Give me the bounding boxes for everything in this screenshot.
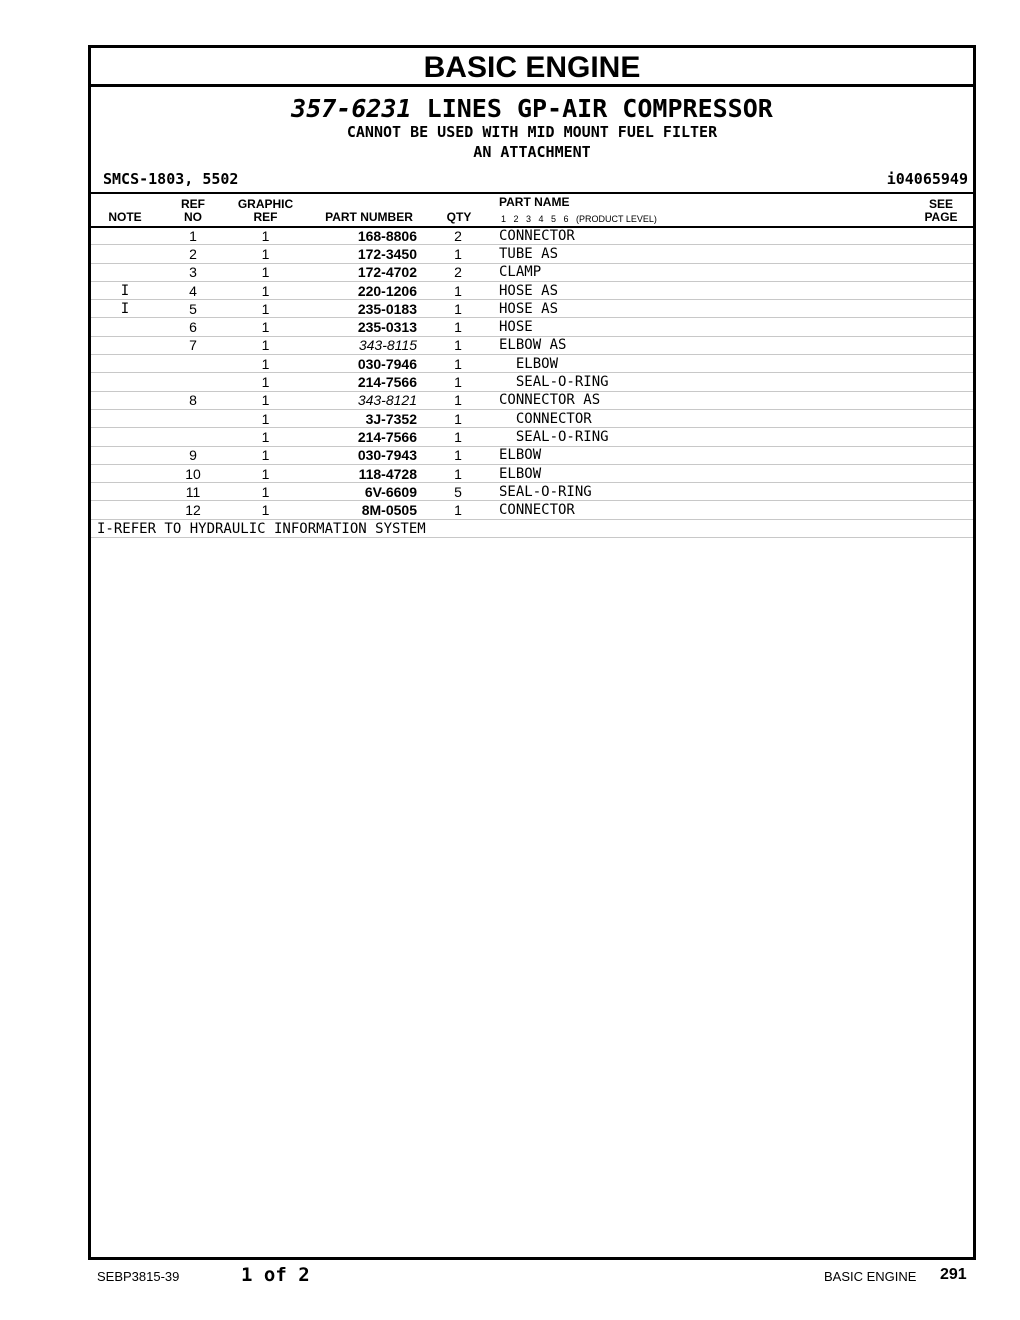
part-name-cell: ELBOW (499, 355, 913, 373)
ref-no-cell: 12 (159, 501, 227, 519)
see-page-cell (913, 373, 973, 391)
qty-cell: 1 (417, 373, 499, 391)
qty-cell: 2 (417, 227, 499, 245)
part-name-cell: HOSE AS (499, 281, 913, 299)
ref-no-cell: 7 (159, 336, 227, 354)
graphic-ref-cell: 1 (227, 263, 304, 281)
footer-page-number: 291 (940, 1266, 967, 1283)
table-row (91, 227, 973, 245)
note-cell (91, 318, 159, 336)
table-row (91, 336, 973, 354)
section-title: BASIC ENGINE (91, 48, 973, 87)
ref-no-cell: 4 (159, 281, 227, 299)
col-header-ref-bottom: NO (184, 210, 202, 224)
ref-no-cell: 1 (159, 227, 227, 245)
part-name-cell: SEAL-O-RING (499, 483, 913, 501)
table-row (91, 483, 973, 501)
table-row (91, 501, 973, 519)
see-page-cell (913, 263, 973, 281)
group-note-line-1: CANNOT BE USED WITH MID MOUNT FUEL FILTER (346, 123, 718, 141)
part-number-cell: 6V-6609 (304, 483, 417, 501)
table-row (91, 355, 973, 373)
graphic-ref-cell: 1 (227, 409, 304, 427)
footer-document-number: SEBP3815-39 (97, 1269, 180, 1284)
group-note-line-2: AN ATTACHMENT (473, 143, 591, 161)
see-page-cell (913, 227, 973, 245)
part-number-cell: 214-7566 (304, 428, 417, 446)
part-number-cell: 172-3450 (304, 245, 417, 263)
qty-cell: 1 (417, 391, 499, 409)
ref-no-cell: 2 (159, 245, 227, 263)
see-page-cell (913, 318, 973, 336)
table-row (91, 373, 973, 391)
table-row (91, 281, 973, 299)
graphic-ref-cell: 1 (227, 227, 304, 245)
table-row (91, 391, 973, 409)
graphic-ref-cell: 1 (227, 464, 304, 482)
note-cell (91, 355, 159, 373)
page-frame (88, 45, 976, 1260)
qty-cell: 1 (417, 318, 499, 336)
part-name-cell: CONNECTOR AS (499, 391, 913, 409)
see-page-cell (913, 245, 973, 263)
table-row (91, 464, 973, 482)
note-cell (91, 428, 159, 446)
part-name-cell: CONNECTOR (499, 409, 913, 427)
part-name-cell: ELBOW (499, 446, 913, 464)
col-header-ref (159, 198, 227, 224)
see-page-cell (913, 391, 973, 409)
note-cell (91, 227, 159, 245)
see-page-cell (913, 428, 973, 446)
part-number-cell: 343-8121 (304, 391, 417, 409)
part-name-cell: SEAL-O-RING (499, 373, 913, 391)
table-row (91, 446, 973, 464)
part-number-cell: 3J-7352 (304, 409, 417, 427)
qty-cell: 1 (417, 409, 499, 427)
table-row (91, 318, 973, 336)
illustration-id: i04065949 (886, 170, 968, 188)
qty-cell: 1 (417, 501, 499, 519)
note-cell (91, 464, 159, 482)
graphic-ref-cell: 1 (227, 428, 304, 446)
see-page-cell (913, 446, 973, 464)
graphic-ref-cell: 1 (227, 483, 304, 501)
qty-cell: 1 (417, 336, 499, 354)
graphic-ref-cell: 1 (227, 501, 304, 519)
graphic-ref-cell: 1 (227, 245, 304, 263)
graphic-ref-cell: 1 (227, 300, 304, 318)
part-number-cell: 030-7946 (304, 355, 417, 373)
part-name-cell: CONNECTOR (499, 501, 913, 519)
qty-cell: 1 (417, 355, 499, 373)
col-header-qty: QTY (446, 210, 472, 224)
note-cell: I (91, 281, 159, 299)
part-number-cell: 214-7566 (304, 373, 417, 391)
qty-cell: 1 (417, 428, 499, 446)
ref-no-cell: 10 (159, 464, 227, 482)
col-header-graphic-top: GRAPHIC (237, 197, 294, 211)
table-row (91, 245, 973, 263)
ref-no-cell: 6 (159, 318, 227, 336)
qty-cell: 1 (417, 446, 499, 464)
part-name-cell: CONNECTOR (499, 227, 913, 245)
see-page-cell (913, 336, 973, 354)
graphic-ref-cell: 1 (227, 391, 304, 409)
graphic-ref-cell: 1 (227, 446, 304, 464)
ref-no-cell: 5 (159, 300, 227, 318)
part-name-cell: TUBE AS (499, 245, 913, 263)
see-page-cell (913, 409, 973, 427)
part-name-cell: ELBOW AS (499, 336, 913, 354)
table-row (91, 300, 973, 318)
note-cell (91, 245, 159, 263)
ref-no-cell (159, 355, 227, 373)
see-page-cell (913, 501, 973, 519)
qty-cell: 1 (417, 245, 499, 263)
footnote: I-REFER TO HYDRAULIC INFORMATION SYSTEM (97, 521, 426, 537)
note-cell (91, 263, 159, 281)
parts-table-body (91, 227, 973, 519)
part-number-cell: 168-8806 (304, 227, 417, 245)
col-header-part-name: PART NAME (499, 195, 570, 209)
footnote-rule (91, 537, 973, 538)
graphic-ref-cell: 1 (227, 355, 304, 373)
note-cell (91, 501, 159, 519)
group-title (91, 94, 973, 123)
see-page-cell (913, 355, 973, 373)
col-header-note: NOTE (108, 210, 142, 224)
product-level-labels: 1 2 3 4 5 6 (PRODUCT LEVEL) (501, 214, 657, 224)
col-header-graphic (227, 198, 304, 224)
header-top-rule (91, 192, 973, 194)
part-number-cell: 343-8115 (304, 336, 417, 354)
part-name-cell: ELBOW (499, 464, 913, 482)
part-number-cell: 030-7943 (304, 446, 417, 464)
note-cell (91, 336, 159, 354)
part-name-cell: HOSE (499, 318, 913, 336)
ref-no-cell: 3 (159, 263, 227, 281)
note-cell (91, 373, 159, 391)
part-name-cell: CLAMP (499, 263, 913, 281)
note-cell (91, 446, 159, 464)
table-row (91, 428, 973, 446)
graphic-ref-cell: 1 (227, 336, 304, 354)
part-number-cell: 8M-0505 (304, 501, 417, 519)
graphic-ref-cell: 1 (227, 281, 304, 299)
qty-cell: 1 (417, 464, 499, 482)
see-page-cell (913, 281, 973, 299)
see-page-cell (913, 464, 973, 482)
col-header-graphic-bottom: REF (253, 210, 278, 224)
part-number-cell: 235-0183 (304, 300, 417, 318)
part-name-cell: SEAL-O-RING (499, 428, 913, 446)
part-number-cell: 172-4702 (304, 263, 417, 281)
col-header-part-number: PART NUMBER (325, 210, 413, 224)
note-cell (91, 391, 159, 409)
qty-cell: 1 (417, 281, 499, 299)
col-header-see-page (911, 198, 971, 224)
note-cell: I (91, 300, 159, 318)
graphic-ref-cell: 1 (227, 373, 304, 391)
group-number: 357-6231 (291, 94, 412, 123)
ref-no-cell: 9 (159, 446, 227, 464)
see-page-cell (913, 483, 973, 501)
parts-table (91, 227, 973, 520)
col-header-see-top: SEE (928, 197, 953, 211)
group-name: LINES GP-AIR COMPRESSOR (426, 94, 773, 123)
note-cell (91, 483, 159, 501)
ref-no-cell (159, 409, 227, 427)
ref-no-cell: 8 (159, 391, 227, 409)
qty-cell: 5 (417, 483, 499, 501)
graphic-ref-cell: 1 (227, 318, 304, 336)
part-number-cell: 235-0313 (304, 318, 417, 336)
table-row (91, 263, 973, 281)
footer-section: BASIC ENGINE (824, 1269, 917, 1284)
table-row (91, 409, 973, 427)
smcs-code: SMCS-1803, 5502 (103, 170, 239, 188)
see-page-cell (913, 300, 973, 318)
part-number-cell: 118-4728 (304, 464, 417, 482)
footer-page-of: 1 of 2 (241, 1264, 310, 1286)
ref-no-cell: 11 (159, 483, 227, 501)
qty-cell: 2 (417, 263, 499, 281)
note-cell (91, 409, 159, 427)
col-header-see-bottom: PAGE (924, 210, 958, 224)
ref-no-cell (159, 373, 227, 391)
part-number-cell: 220-1206 (304, 281, 417, 299)
part-name-cell: HOSE AS (499, 300, 913, 318)
col-header-ref-top: REF (181, 197, 205, 211)
qty-cell: 1 (417, 300, 499, 318)
ref-no-cell (159, 428, 227, 446)
